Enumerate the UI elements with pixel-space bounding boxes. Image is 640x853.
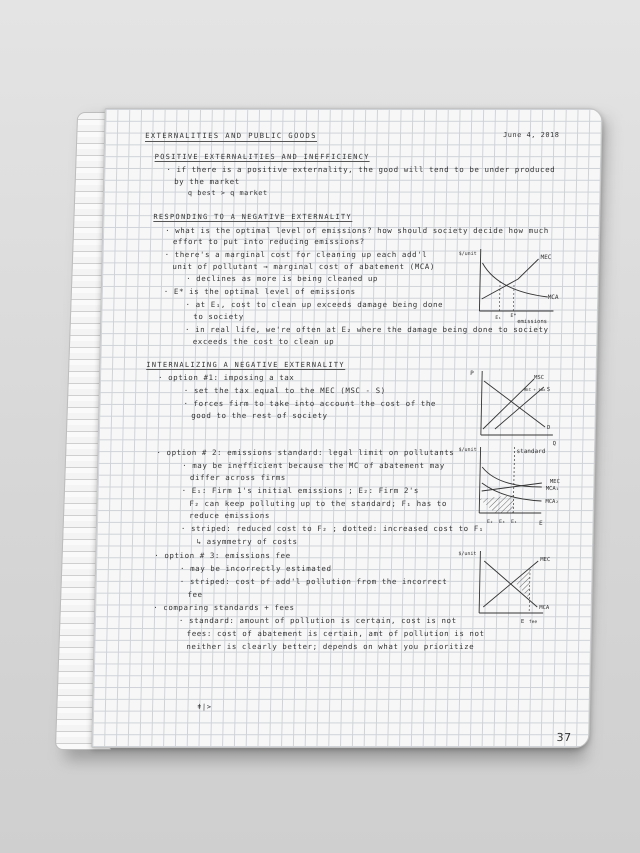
page-title: EXTERNALITIES AND PUBLIC GOODS (145, 131, 318, 140)
note-line: · forces firm to take into account the cost of the (183, 399, 437, 408)
graph2-d-label: D (546, 425, 551, 431)
graph4-fee-label: fee (528, 620, 538, 625)
notebook-page (91, 108, 602, 748)
graph1-mca-curve (482, 263, 549, 297)
note-line: reduce emissions (189, 511, 271, 520)
graph1-mca-label: MCA (547, 294, 559, 301)
graph3-e3-label: E₃ (498, 519, 506, 525)
note-line: · in real life, we're often at E₂ where the damage being done to society (184, 325, 549, 334)
note-line: fees: cost of abatement is certain, amt of pollution is not (186, 629, 485, 638)
graph3-e1-label: E₁ (510, 519, 518, 525)
graph1-mec-curve (482, 259, 539, 299)
graph1-e1-line (499, 281, 500, 311)
note-line: ↳ asymmetry of costs (196, 537, 298, 546)
graph3-e-label: E (538, 520, 543, 527)
note-line: unit of pollutant → marginal cost of abatement (MCA) (172, 262, 436, 271)
graph2-msc-label: MSC (533, 375, 545, 381)
graph1-xlabel: emissions (517, 319, 548, 325)
graph-standard (457, 443, 575, 529)
note-line: · at E₁, cost to clean up exceeds damage being done (185, 300, 444, 309)
graph3-e2-label: E₂ (486, 519, 494, 525)
graph2-q-label: Q (552, 441, 557, 447)
graph4-mca-label: MCA (539, 605, 550, 611)
graph-mca-mec (457, 245, 569, 325)
note-line: q best > q market (187, 189, 268, 197)
graph3-y-axis (479, 447, 480, 513)
graph2-p-label: P (470, 370, 474, 377)
graph2-y-axis (481, 371, 482, 435)
note-line: F₂ can keep polluting up to the standard; F₁ has to (189, 499, 448, 508)
note-line: · what is the optimal level of emissions? how should society decide how much (165, 226, 549, 235)
graph4-y-axis (479, 551, 480, 613)
note-line: good to the rest of society (191, 411, 328, 420)
graph3-mca1-label: MCA₁ (545, 486, 560, 492)
footer-mark: ǂ|> (197, 703, 212, 711)
page-date: June 4, 2018 (503, 131, 560, 139)
graph4-ylabel: $/unit (458, 551, 477, 557)
note-line: effort to put into reducing emissions? (172, 237, 365, 246)
graph-tax (469, 367, 571, 449)
note-line: · striped: reduced cost to F₂ ; dotted: increased cost to F₁ (180, 524, 484, 533)
note-line: differ across firms (189, 473, 287, 482)
note-line: · standard: amount of pollution is certain, cost is not (178, 616, 457, 625)
graph3-ylabel: $/unit (458, 447, 477, 453)
section-heading-negative: RESPONDING TO A NEGATIVE EXTERNALITY (153, 213, 353, 221)
note-line: fee (187, 590, 203, 599)
note-line: · may be incorrectly estimated (179, 564, 332, 573)
graph1-e1-label: E₁ (495, 315, 502, 321)
note-line: · striped: cost of add'l pollution from the incorrect (179, 577, 448, 586)
note-line: · may be inefficient because the MC of abatement may (182, 461, 445, 470)
graph2-mectax-label: MEC + tax (523, 387, 546, 392)
note-line: · comparing standards + fees (153, 603, 295, 612)
graph3-striped-area (479, 495, 513, 513)
graph3-mec-label: MEC (549, 479, 560, 485)
page-number: 37 (556, 731, 572, 744)
note-line: · E* is the optimal level of emissions (163, 287, 356, 296)
graph4-e-label: E (520, 619, 525, 625)
graph2-s-label: S (546, 387, 551, 393)
note-line: · there's a marginal cost for cleaning up each add'l (164, 250, 428, 259)
note-line: exceeds the cost to clean up (192, 337, 335, 346)
note-line: to society (193, 312, 244, 321)
note-line: · option #1: imposing a tax (157, 373, 295, 382)
section-heading-positive: POSITIVE EXTERNALITIES AND INEFFICIENCY (154, 153, 370, 161)
graph4-mec-label: MEC (540, 557, 551, 563)
graph1-estar-label: E* (510, 313, 517, 319)
graph3-standard-label: standard (516, 448, 546, 455)
graph1-y-axis (479, 249, 480, 311)
note-line: · if there is a positive externality, the good will tend to be under produced (166, 165, 556, 174)
note-line: by the market (174, 177, 240, 186)
graph1-mec-label: MEC (540, 254, 552, 261)
note-line: · E₁: Firm 1's initial emissions ; E₂: Firm 2's (181, 486, 420, 495)
graph1-ylabel: $/unit (458, 251, 477, 257)
note-line: · declines as more is being cleaned up (186, 274, 379, 283)
note-line: · set the tax equal to the MEC (MSC - S) (183, 386, 386, 395)
graph3-mca2-label: MCA₂ (545, 499, 559, 505)
note-line: neither is clearly better; depends on what you prioritize (186, 642, 475, 651)
note-line: · option # 3: emissions fee (154, 551, 291, 560)
graph-fee (457, 547, 571, 629)
note-line: · option # 2: emissions standard: legal limit on pollutants (156, 448, 455, 457)
section-heading-internalizing: INTERNALIZING A NEGATIVE EXTERNALITY (146, 361, 345, 369)
